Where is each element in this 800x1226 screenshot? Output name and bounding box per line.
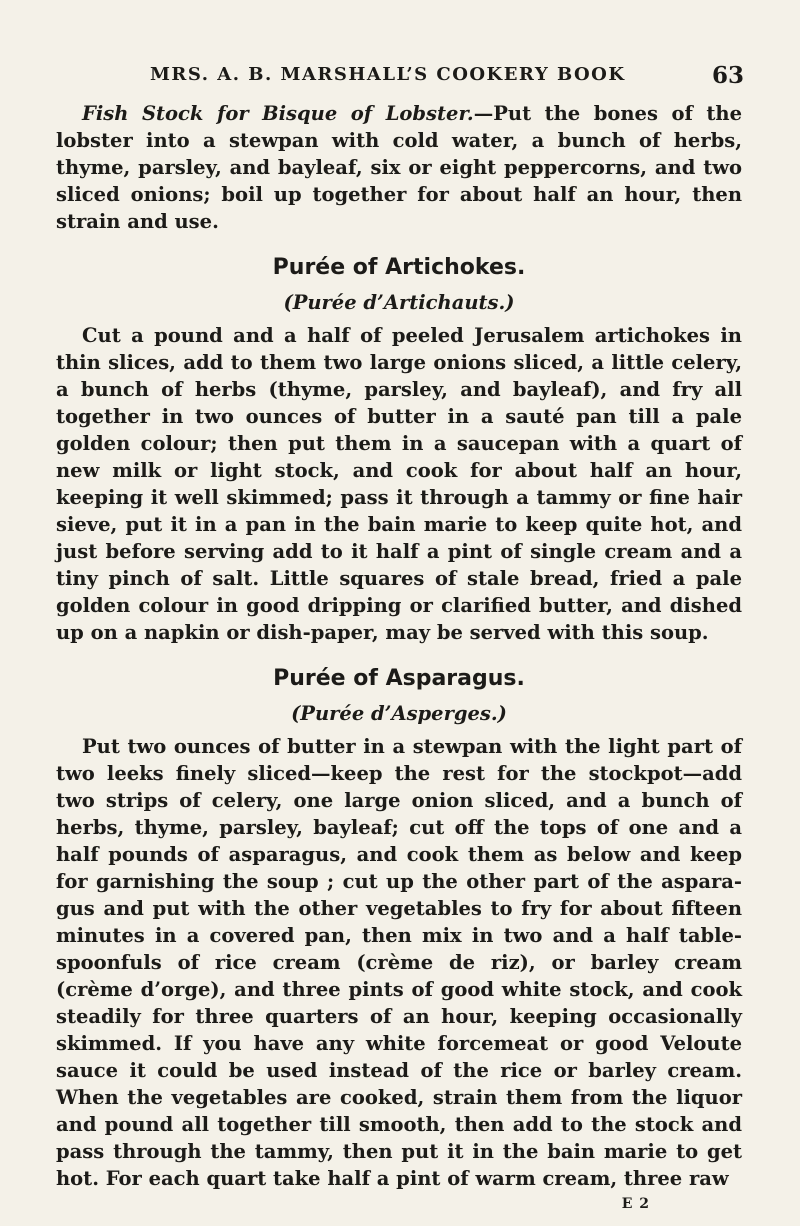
page-number: 63 bbox=[711, 62, 744, 89]
running-head: MRS. A. B. MARSHALL’S COOKERY BOOK bbox=[150, 64, 626, 85]
fish-stock-lead: Fish Stock for Bisque of Lobster. bbox=[82, 102, 474, 125]
fish-stock-text: —Put the bones of the lobster into a stewpan with cold water, a bunch of herbs, thyme, parsley, and bayleaf, six or eight peppercorns, and two sliced onions; boil up together for about half an hour, then strain and use. bbox=[56, 102, 742, 233]
artichokes-heading: Purée of Artichokes. bbox=[272, 255, 526, 280]
fish-stock-paragraph bbox=[56, 100, 742, 235]
signature-mark: E 2 bbox=[621, 1196, 650, 1212]
asparagus-heading: Purée of Asparagus. bbox=[273, 666, 525, 691]
page-body bbox=[56, 100, 742, 1192]
artichokes-subheading: (Purée d’Artichauts.) bbox=[283, 291, 515, 314]
asparagus-subheading: (Purée d’Asperges.) bbox=[291, 702, 507, 725]
asparagus-paragraph: Put two ounces of butter in a stewpan with the light part of two leeks finely sliced—keep the rest for the stockpot—add two strips of celery, one large onion sliced, and a bunch of herbs, thyme, parsley, bayleaf; cut off the tops of one and a half pounds of asparagus, and cook them as below and keep for garnishing the soup ; cut up the other part of the aspara- gus and put with the other vegetables to fry for about fifteen minutes in a covered pan, then mix in two and a half table- spoonfuls of rice cream (crème de riz), or barley cream (crème d’orge), and three pints of good white stock, and cook steadily for three quarters of an hour, keeping occasionally skimmed. If you have any white forcemeat or good Veloute sauce it could be used instead of the rice or barley cream. When the vegetables are cooked, strain them from the liquor and pound all together till smooth, then add to the stock and pass through the tammy, then put it in the bain marie to get hot. For each quart take half a pint of warm cream, three raw bbox=[56, 735, 742, 1190]
artichokes-paragraph: Cut a pound and a half of peeled Jerusalem artichokes in thin slices, add to them two large onions sliced, a little celery, a bunch of herbs (thyme, parsley, and bayleaf), and fry all together in two ounces of butter in a sauté pan till a pale golden colour; then put them in a saucepan with a quart of new milk or light stock, and cook for about half an hour, keeping it well skimmed; pass it through a tammy or fine hair sieve, put it in a pan in the bain marie to keep quite hot, and just before serving add to it half a pint of single cream and a tiny pinch of salt. Little squares of stale bread, fried a pale golden colour in good dripping or clarified butter, and dished up on a napkin or dish-paper, may be served with this soup. bbox=[56, 324, 742, 644]
page-header bbox=[0, 62, 800, 92]
